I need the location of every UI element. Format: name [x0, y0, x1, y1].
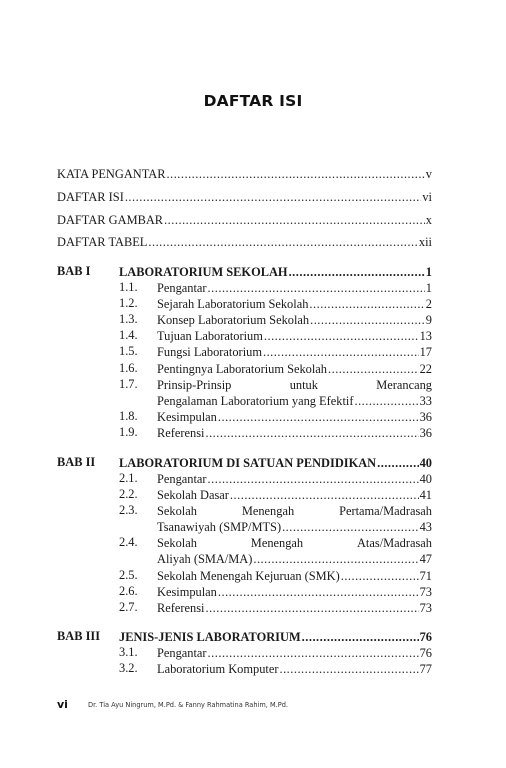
section-title: Kesimpulan	[157, 410, 217, 424]
chapter-title: LABORATORIUM SEKOLAH	[119, 265, 288, 279]
footer-authors: Dr. Tia Ayu Ningrum, M.Pd. & Fanny Rahmatina Rahim, M.Pd.	[88, 701, 288, 709]
dot-leader	[125, 190, 422, 205]
section-title-word: untuk	[289, 378, 318, 392]
section-number: 2.7.	[119, 600, 138, 614]
section-title-word: Sekolah	[157, 536, 197, 550]
toc-page-number: 71	[419, 569, 432, 583]
section-number: 1.1.	[119, 280, 138, 294]
dot-leader	[205, 426, 418, 441]
dot-leader	[208, 472, 419, 487]
toc-chapter-item[interactable]	[119, 455, 432, 471]
chapter-label: BAB III	[57, 629, 101, 643]
toc-section-item[interactable]	[157, 296, 432, 312]
section-number: 2.1.	[119, 471, 138, 485]
section-number: 2.4.	[119, 535, 138, 549]
dot-leader	[279, 662, 418, 677]
toc-section-item[interactable]	[157, 645, 432, 661]
section-title: Aliyah (SMA/MA)	[157, 552, 253, 566]
section-title-word: Menengah	[250, 536, 304, 550]
toc-section-item[interactable]	[157, 568, 432, 584]
dot-leader	[164, 213, 425, 228]
section-number: 2.2.	[119, 487, 138, 501]
toc-label: DAFTAR ISI	[57, 190, 124, 204]
toc-section-item-line1[interactable]	[157, 503, 432, 519]
dot-leader	[218, 410, 419, 425]
chapter-label: BAB I	[57, 264, 91, 278]
toc-page-number: 40	[419, 472, 432, 486]
section-number: 2.5.	[119, 568, 138, 582]
toc-chapter-item[interactable]	[119, 629, 432, 645]
toc-front-item[interactable]	[57, 212, 432, 228]
toc-page-number: vi	[422, 190, 432, 204]
section-title-word: Atas/Madrasah	[356, 536, 432, 550]
section-number: 2.6.	[119, 584, 138, 598]
toc-page-number: x	[425, 213, 432, 227]
chapter-title: JENIS-JENIS LABORATORIUM	[119, 630, 301, 644]
dot-leader	[208, 646, 419, 661]
toc-label: DAFTAR TABEL	[57, 235, 148, 249]
section-number: 1.8.	[119, 409, 138, 423]
toc-page-number: 73	[419, 585, 432, 599]
dot-leader	[309, 297, 424, 312]
dot-leader	[289, 265, 425, 280]
toc-page-number: 76	[419, 646, 432, 660]
section-title: Tujuan Laboratorium	[157, 329, 263, 343]
section-number: 1.6.	[119, 361, 138, 375]
section-number: 1.9.	[119, 425, 138, 439]
toc-label: DAFTAR GAMBAR	[57, 213, 164, 227]
toc-section-item[interactable]	[157, 425, 432, 441]
toc-front-item[interactable]	[57, 234, 432, 250]
section-title-word: Merancang	[376, 378, 432, 392]
dot-leader	[341, 569, 419, 584]
section-number: 1.7.	[119, 377, 138, 391]
toc-section-item[interactable]	[157, 487, 432, 503]
section-title: Pengantar	[157, 472, 207, 486]
section-title-word: Sekolah	[157, 504, 197, 518]
dot-leader	[264, 329, 419, 344]
toc-page-number: 22	[419, 362, 432, 376]
toc-section-item[interactable]	[157, 280, 432, 296]
toc-page-number: 13	[419, 329, 432, 343]
section-number: 1.3.	[119, 312, 138, 326]
toc-section-item[interactable]	[157, 344, 432, 360]
toc-front-item[interactable]	[57, 166, 432, 182]
toc-page-number: 47	[419, 552, 432, 566]
section-title: Sekolah Menengah Kejuruan (SMK)	[157, 569, 340, 583]
toc-page-number: v	[425, 167, 432, 181]
toc-page-number: 33	[419, 394, 432, 408]
toc-front-item[interactable]	[57, 189, 432, 205]
chapter-title: LABORATORIUM DI SATUAN PENDIDIKAN	[119, 456, 377, 470]
toc-page-number: 77	[419, 662, 432, 676]
section-number: 3.2.	[119, 661, 138, 675]
dot-leader	[302, 630, 419, 645]
section-number: 1.5.	[119, 344, 138, 358]
toc-section-item-line1[interactable]	[157, 535, 432, 551]
section-number: 1.4.	[119, 328, 138, 342]
toc-page-number: 36	[419, 426, 432, 440]
section-title: Pengantar	[157, 281, 207, 295]
toc-section-item[interactable]	[157, 361, 432, 377]
dot-leader	[377, 456, 418, 471]
dot-leader	[263, 345, 419, 360]
toc-section-item-line2[interactable]	[157, 393, 432, 409]
chapter-label: BAB II	[57, 455, 96, 469]
dot-leader	[148, 235, 418, 250]
section-title: Pentingnya Laboratorium Sekolah	[157, 362, 327, 376]
toc-section-item-line2[interactable]	[157, 519, 432, 535]
section-title: Sejarah Laboratorium Sekolah	[157, 297, 309, 311]
toc-page-number: 43	[419, 520, 432, 534]
section-number: 3.1.	[119, 645, 138, 659]
dot-leader	[328, 362, 419, 377]
section-number: 1.2.	[119, 296, 138, 310]
toc-page-number: 40	[419, 456, 432, 470]
toc-page-number: 9	[425, 313, 432, 327]
dot-leader	[282, 520, 419, 535]
section-title: Konsep Laboratorium Sekolah	[157, 313, 310, 327]
toc-chapter-item[interactable]	[119, 264, 432, 280]
toc-page-number: xii	[418, 235, 432, 249]
toc-page-number: 41	[419, 488, 432, 502]
dot-leader	[205, 601, 418, 616]
section-title-word: Prinsip-Prinsip	[157, 378, 232, 392]
toc-section-item-line1[interactable]	[157, 377, 432, 393]
section-title-word: Menengah	[241, 504, 295, 518]
section-title: Tsanawiyah (SMP/MTS)	[157, 520, 282, 534]
toc-section-item[interactable]	[157, 409, 432, 425]
toc-section-item-line2[interactable]	[157, 551, 432, 567]
dot-leader	[230, 488, 419, 503]
toc-section-item[interactable]	[157, 471, 432, 487]
section-title: Fungsi Laboratorium	[157, 345, 262, 359]
toc-section-item[interactable]	[157, 312, 432, 328]
dot-leader	[208, 281, 425, 296]
section-title: Referensi	[157, 601, 205, 615]
section-title: Sekolah Dasar	[157, 488, 229, 502]
toc-page-number: 2	[425, 297, 432, 311]
toc-page-number: 1	[425, 265, 432, 279]
page-title: DAFTAR ISI	[203, 92, 303, 110]
toc-page-number: 17	[419, 345, 432, 359]
toc-page-number: 36	[419, 410, 432, 424]
toc-label: KATA PENGANTAR	[57, 167, 166, 181]
section-title-word: Pertama/Madrasah	[339, 504, 432, 518]
footer-page-number: vi	[57, 698, 68, 711]
section-title: Laboratorium Komputer	[157, 662, 279, 676]
dot-leader	[253, 552, 418, 567]
dot-leader	[310, 313, 425, 328]
section-title: Referensi	[157, 426, 205, 440]
dot-leader	[354, 394, 418, 409]
toc-section-item[interactable]	[157, 328, 432, 344]
section-title: Kesimpulan	[157, 585, 217, 599]
toc-section-item[interactable]	[157, 584, 432, 600]
toc-page-number: 1	[425, 281, 432, 295]
toc-section-item[interactable]	[157, 600, 432, 616]
section-number: 2.3.	[119, 503, 138, 517]
dot-leader	[167, 167, 425, 182]
toc-page-number: 73	[419, 601, 432, 615]
toc-section-item[interactable]	[157, 661, 432, 677]
section-title: Pengalaman Laboratorium yang Efektif	[157, 394, 354, 408]
section-title: Pengantar	[157, 646, 207, 660]
dot-leader	[218, 585, 419, 600]
toc-page-number: 76	[419, 630, 432, 644]
